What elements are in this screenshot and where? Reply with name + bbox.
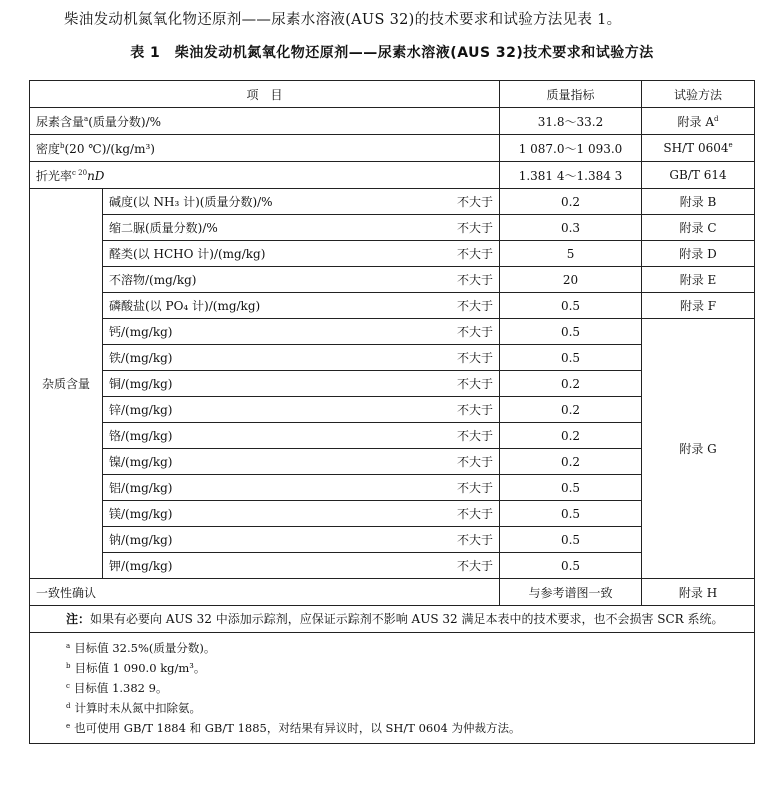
header-item: 项 目 [30, 81, 500, 108]
identity-label: 一致性确认 [30, 579, 500, 606]
metal-name-text: 铬/(mg/kg) [109, 429, 173, 443]
row-label-unit: nD [87, 168, 105, 183]
impurity-name-text: 醛类(以 HCHO 计)/(mg/kg) [109, 247, 266, 261]
table-row [30, 293, 755, 319]
footnote-text: 计算时未从氮中扣除氨。 [74, 701, 201, 715]
metal-value: 0.5 [500, 475, 642, 501]
impurity-group-label: 杂质含量 [30, 189, 103, 579]
limit-word: 不大于 [457, 195, 494, 209]
note-prefix: 注： [66, 612, 91, 626]
metal-value: 0.2 [500, 397, 642, 423]
table-row [30, 135, 755, 162]
row-method-text: GB/T 614 [669, 168, 727, 182]
metal-name [103, 501, 500, 527]
footnote-mark: c 20 [72, 168, 88, 177]
impurity-name-text: 碱度(以 NH₃ 计)(质量分数)/% [109, 195, 273, 209]
metal-name-text: 钠/(mg/kg) [109, 533, 173, 547]
note-text: 如果有必要向 AUS 32 中添加示踪剂，应保证示踪剂不影响 AUS 32 满足本表中的技术要求，也不会损害 SCR 系统。 [90, 612, 724, 626]
table-row [30, 162, 755, 189]
footnote-mark: e [66, 722, 71, 730]
row-method-text: SH/T 0604 [663, 141, 729, 155]
limit-word: 不大于 [457, 507, 494, 521]
limit-word: 不大于 [457, 481, 494, 495]
row-method-text: 附录 A [677, 114, 715, 129]
limit-word: 不大于 [457, 455, 494, 469]
impurity-name-text: 缩二脲(质量分数)/% [109, 221, 218, 235]
table-row [30, 189, 755, 215]
identity-value: 与参考谱图一致 [500, 579, 642, 606]
limit-word: 不大于 [457, 221, 494, 235]
limit-word: 不大于 [457, 403, 494, 417]
footnote-mark: a [66, 642, 71, 650]
footnote-text: 目标值 1 090.0 kg/m³。 [74, 661, 206, 675]
row-label [30, 135, 500, 162]
metal-name [103, 397, 500, 423]
impurity-name-text: 不溶物/(mg/kg) [109, 273, 197, 287]
impurity-name [103, 215, 500, 241]
footnote [66, 677, 746, 697]
footnote-mark: a [84, 114, 89, 123]
table-header-row [30, 81, 755, 108]
row-value: 31.8～33.2 [500, 108, 642, 135]
impurity-method: 附录 B [642, 189, 755, 215]
footnote-text: 目标值 1.382 9。 [73, 681, 168, 695]
metal-name-text: 锌/(mg/kg) [109, 403, 173, 417]
row-value: 1 087.0～1 093.0 [500, 135, 642, 162]
row-method [642, 162, 755, 189]
metal-name [103, 345, 500, 371]
metal-value: 0.5 [500, 501, 642, 527]
table-footnotes [30, 633, 755, 744]
row-method [642, 135, 755, 162]
impurity-name [103, 267, 500, 293]
row-label-unit: (质量分数)/% [88, 114, 162, 129]
impurity-method: 附录 F [642, 293, 755, 319]
metal-name [103, 475, 500, 501]
metal-value: 0.5 [500, 527, 642, 553]
footnote-mark: d [66, 702, 71, 710]
metal-value: 0.2 [500, 423, 642, 449]
metal-name [103, 371, 500, 397]
metal-name-text: 铝/(mg/kg) [109, 481, 173, 495]
metal-name-text: 铜/(mg/kg) [109, 377, 173, 391]
footnotes-row [30, 633, 755, 744]
impurity-name [103, 293, 500, 319]
impurity-value: 5 [500, 241, 642, 267]
metal-value: 0.5 [500, 553, 642, 579]
impurity-name-text: 磷酸盐(以 PO₄ 计)/(mg/kg) [109, 299, 261, 313]
limit-word: 不大于 [457, 533, 494, 547]
table-row [30, 108, 755, 135]
impurity-method: 附录 C [642, 215, 755, 241]
table-note [30, 606, 755, 633]
footnote-mark: c [66, 682, 70, 690]
row-method [642, 108, 755, 135]
metal-name [103, 423, 500, 449]
footnote-mark: d [714, 114, 719, 123]
impurity-value: 20 [500, 267, 642, 293]
impurity-value: 0.3 [500, 215, 642, 241]
limit-word: 不大于 [457, 247, 494, 261]
spec-table [29, 80, 755, 744]
metal-name [103, 449, 500, 475]
metal-name-text: 钾/(mg/kg) [109, 559, 173, 573]
row-label [30, 162, 500, 189]
metal-name-text: 镁/(mg/kg) [109, 507, 173, 521]
row-label [30, 108, 500, 135]
table-row [30, 319, 755, 345]
limit-word: 不大于 [457, 351, 494, 365]
row-label-text: 密度 [36, 141, 61, 156]
table-row [30, 579, 755, 606]
impurity-name [103, 189, 500, 215]
table-row [30, 267, 755, 293]
row-label-unit: (20 ℃)/(kg/m³) [64, 141, 155, 156]
row-label-text: 尿素含量 [36, 114, 85, 129]
footnote-mark: b [66, 662, 71, 670]
footnote [66, 697, 746, 717]
impurity-method: 附录 D [642, 241, 755, 267]
row-label-text: 折光率 [36, 168, 73, 183]
footnote-text: 也可使用 GB/T 1884 和 GB/T 1885，对结果有异议时，以 SH/T 0604 为仲裁方法。 [74, 721, 521, 735]
impurity-method: 附录 E [642, 267, 755, 293]
metal-name-text: 钙/(mg/kg) [109, 325, 173, 339]
limit-word: 不大于 [457, 273, 494, 287]
limit-word: 不大于 [457, 429, 494, 443]
impurity-value: 0.5 [500, 293, 642, 319]
table-row [30, 215, 755, 241]
header-method: 试验方法 [642, 81, 755, 108]
footnote-mark: b [60, 141, 65, 150]
metal-name-text: 铁/(mg/kg) [109, 351, 173, 365]
row-value: 1.381 4～1.384 3 [500, 162, 642, 189]
metal-value: 0.2 [500, 449, 642, 475]
footnote [66, 657, 746, 677]
metal-value: 0.5 [500, 345, 642, 371]
limit-word: 不大于 [457, 299, 494, 313]
header-spec: 质量指标 [500, 81, 642, 108]
limit-word: 不大于 [457, 559, 494, 573]
metal-name [103, 553, 500, 579]
metals-method: 附录 G [642, 319, 755, 579]
limit-word: 不大于 [457, 325, 494, 339]
table-caption: 表 1 柴油发动机氮氧化物还原剂——尿素水溶液(AUS 32)技术要求和试验方法 [130, 45, 654, 61]
limit-word: 不大于 [457, 377, 494, 391]
footnote [66, 717, 746, 737]
footnote [66, 637, 746, 657]
metal-name [103, 527, 500, 553]
metal-value: 0.2 [500, 371, 642, 397]
footnote-mark: e [728, 141, 733, 149]
footnote-text: 目标值 32.5%(质量分数)。 [74, 641, 216, 655]
impurity-name [103, 241, 500, 267]
note-row [30, 606, 755, 633]
metal-value: 0.5 [500, 319, 642, 345]
table-row [30, 241, 755, 267]
impurity-value: 0.2 [500, 189, 642, 215]
identity-method: 附录 H [642, 579, 755, 606]
intro-paragraph: 柴油发动机氮氧化物还原剂——尿素水溶液(AUS 32)的技术要求和试验方法见表 1。 [64, 12, 622, 28]
metal-name-text: 镍/(mg/kg) [109, 455, 173, 469]
metal-name [103, 319, 500, 345]
